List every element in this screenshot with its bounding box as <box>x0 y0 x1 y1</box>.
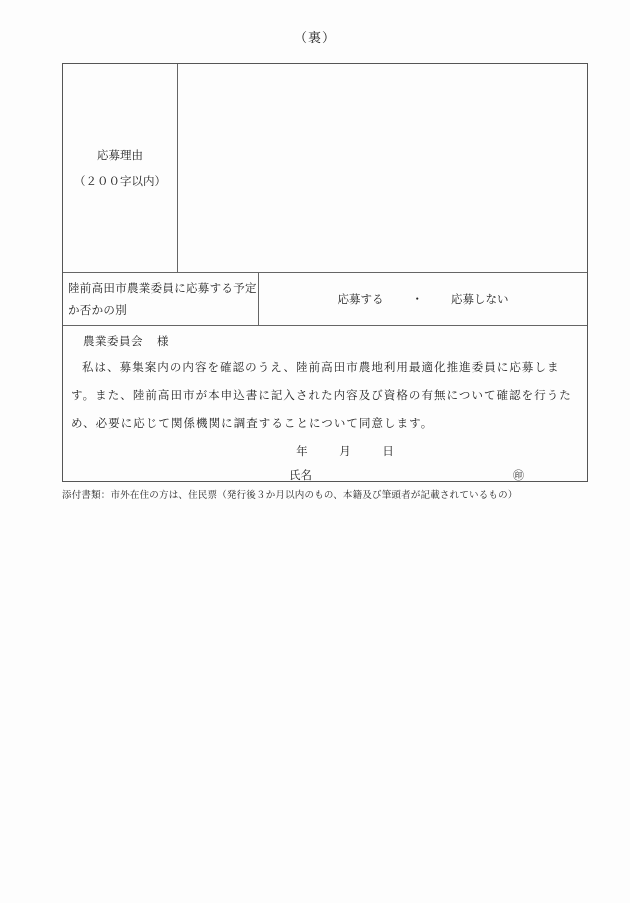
date-month[interactable]: 月 <box>339 444 351 458</box>
date-year[interactable]: 年 <box>296 444 308 458</box>
addressee: 農業委員会 <box>83 334 143 348</box>
signature-line <box>71 463 579 489</box>
reason-input-area[interactable] <box>178 64 587 272</box>
application-form-table <box>62 63 588 482</box>
date-line <box>71 439 579 463</box>
declaration-row <box>63 326 587 481</box>
page-side-label: （裏） <box>293 31 336 46</box>
intent-label: 陸前高田市農業委員に応募する予定か否かの別 <box>63 273 259 325</box>
reason-row <box>63 64 587 273</box>
date-day[interactable]: 日 <box>382 444 394 458</box>
option-apply[interactable]: 応募する <box>337 292 384 306</box>
option-separator: ・ <box>411 292 423 306</box>
honorific: 様 <box>157 334 169 348</box>
intent-choice-cell <box>259 273 587 325</box>
seal-mark-icon: ㊞ <box>513 469 524 482</box>
intent-row <box>63 273 587 326</box>
option-not-apply[interactable]: 応募しない <box>451 292 509 306</box>
attachment-note: 添付書類：市外在住の方は、住民票（発行後３か月以内のもの、本籍及び筆頭者が記載されているもの） <box>62 490 518 501</box>
reason-label: 応募理由 <box>97 148 143 162</box>
addressee-line <box>71 329 579 353</box>
declaration-text: 私は、募集案内の内容を確認のうえ、陸前高田市農地利用最適化推進委員に応募します。また、陸前高田市が本申込書に記入された内容及び資格の有無について確認を行うため、必要に応じて関係機関に調査することについて同意します。 <box>71 360 572 430</box>
reason-limit-label: （２００字以内） <box>74 174 166 188</box>
reason-label-cell <box>63 64 178 272</box>
name-label: 氏名 <box>289 468 312 482</box>
